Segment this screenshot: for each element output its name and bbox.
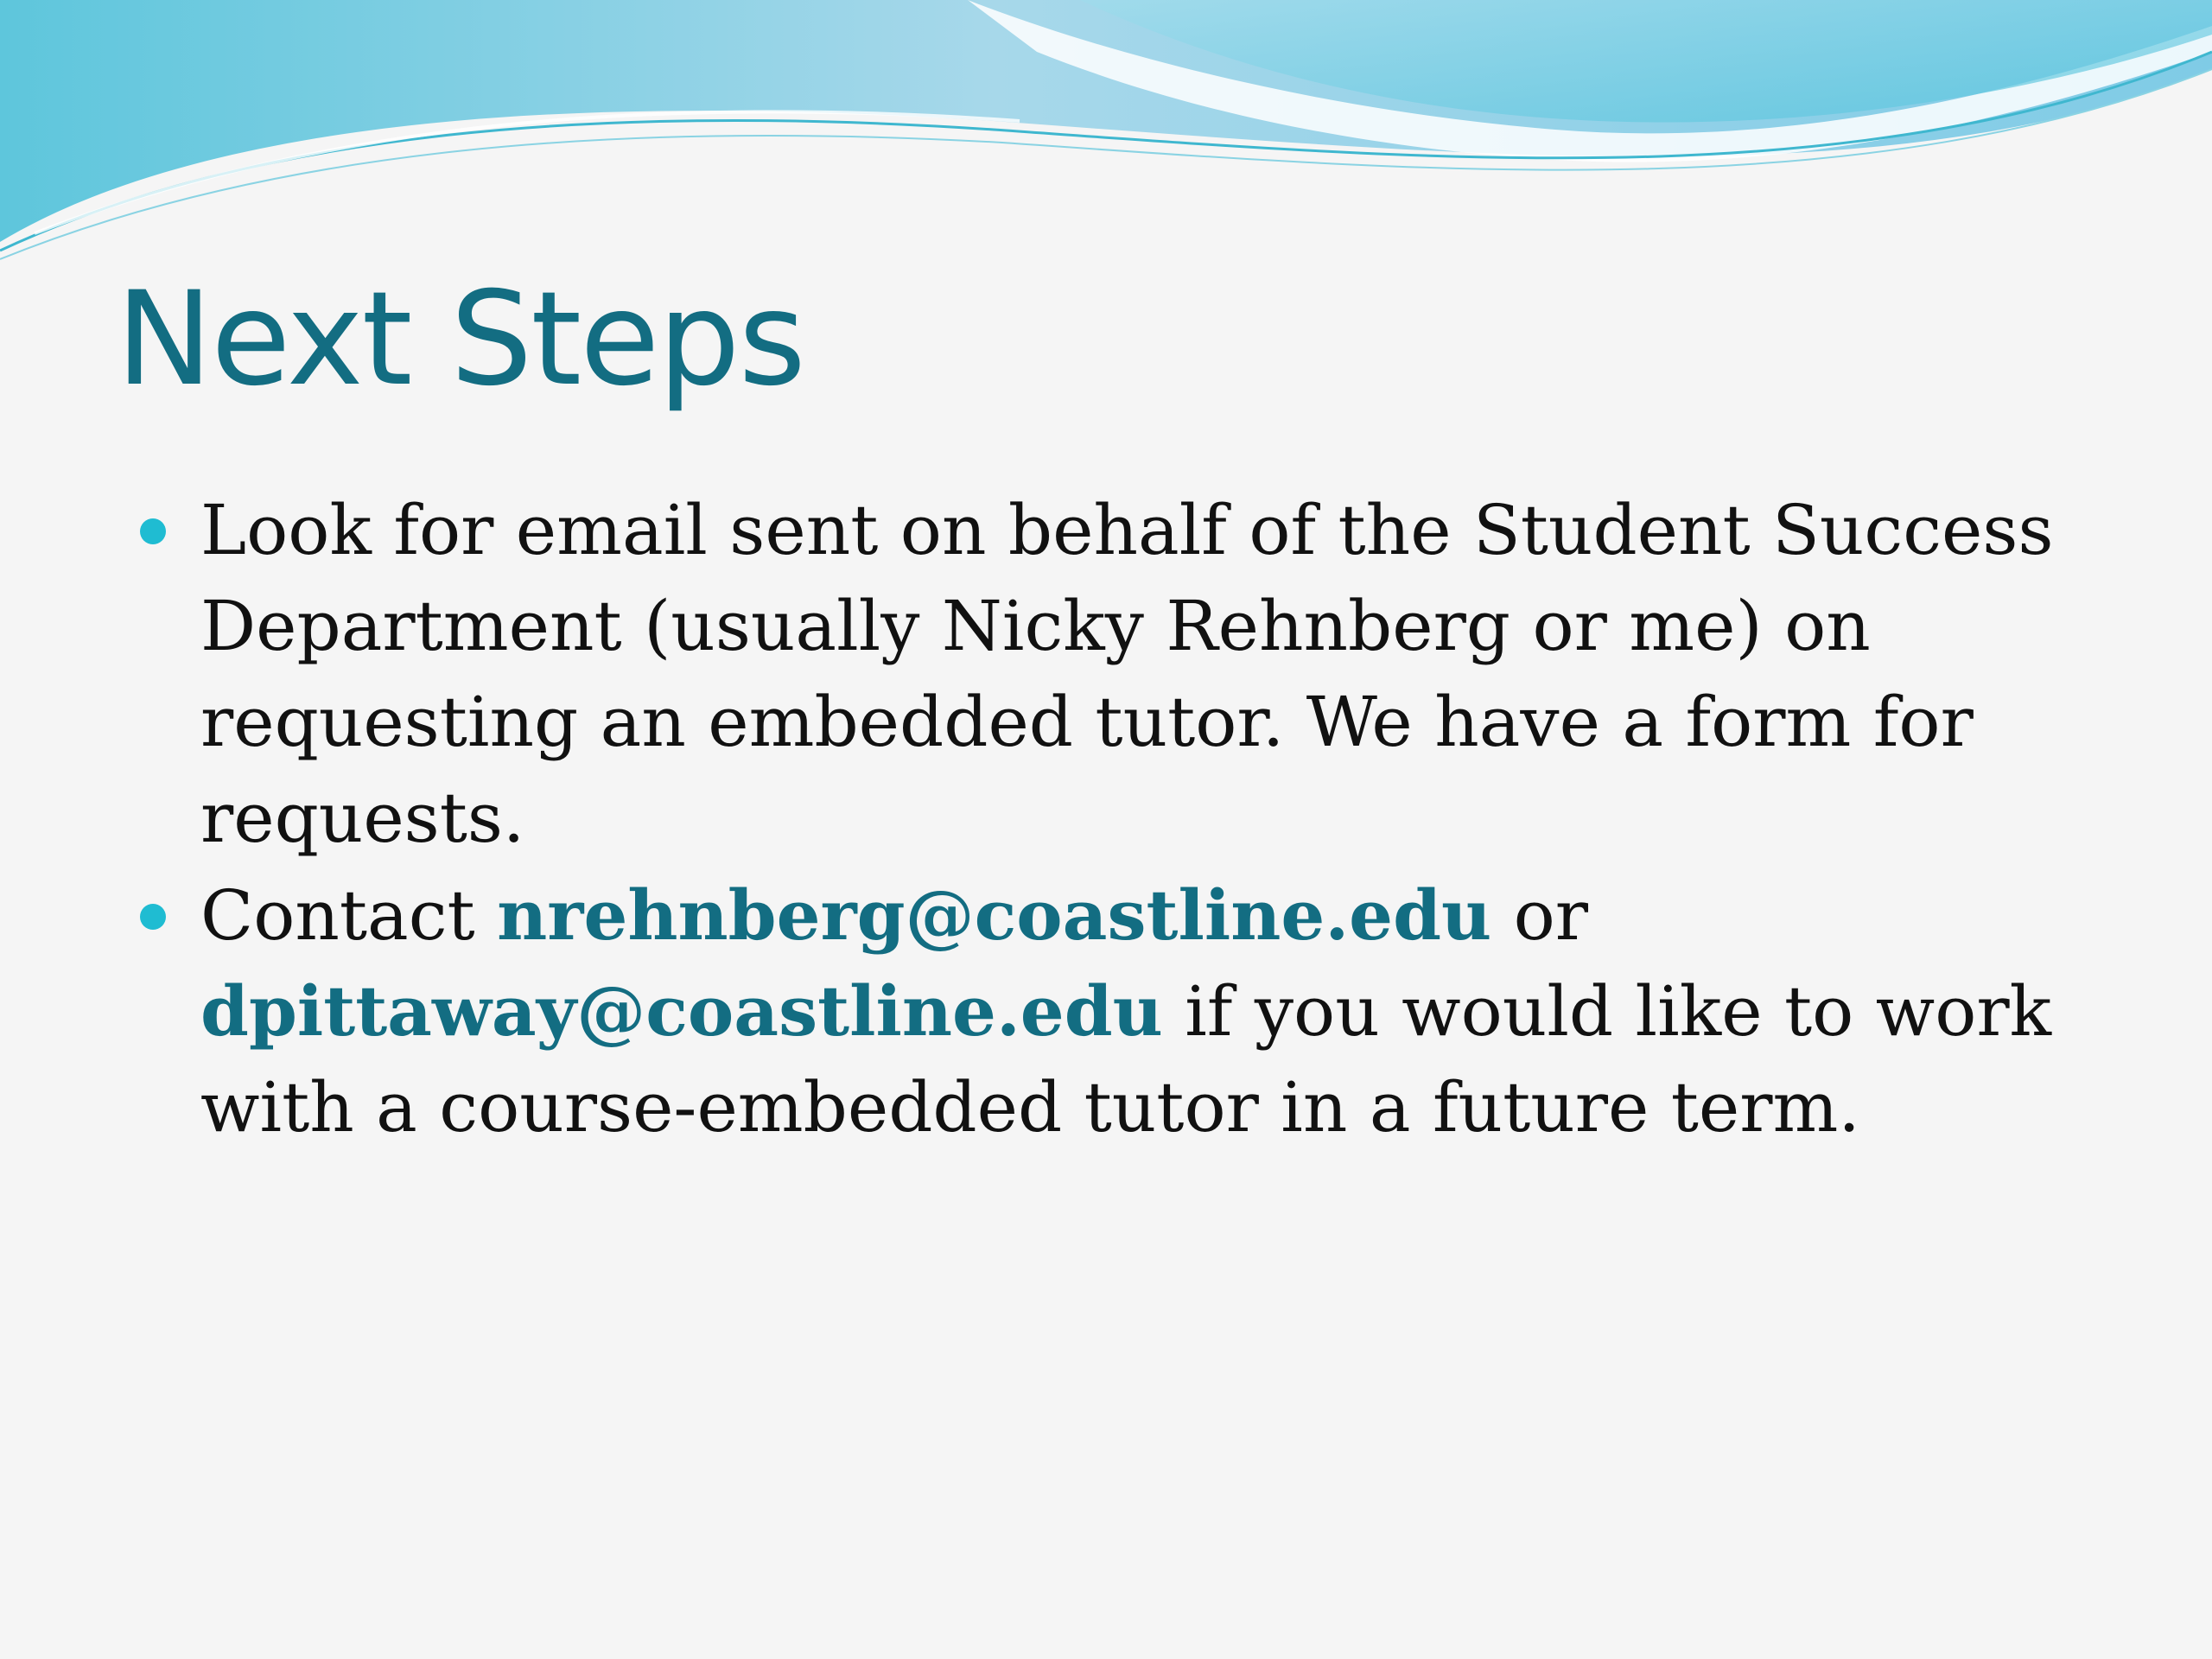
- email-link-nrehnberg[interactable]: nrehnberg@coastline.edu: [497, 874, 1492, 956]
- slide-title: Next Steps: [116, 264, 804, 415]
- bullet-suffix: if you would like to work with a course-embedded tutor in a future term.: [200, 971, 2052, 1147]
- bullet-text: Look for email sent on behalf of the Student Success Department (usually Nicky Rehnberg or me) on requesting an embedded tutor. We have a form for requests.: [200, 490, 2054, 858]
- bullet-dot-icon: [140, 904, 166, 930]
- bullet-item-contact: [130, 868, 2117, 1155]
- bullet-list: [130, 482, 2117, 1155]
- email-link-dpittaway[interactable]: dpittaway@coastline.edu: [200, 970, 1163, 1052]
- bullet-middle: or: [1491, 875, 1589, 956]
- bullet-item-request-email: [130, 482, 2117, 866]
- bullet-dot-icon: [140, 518, 166, 544]
- bullet-prefix: Contact: [200, 875, 498, 956]
- wave-header-decoration: [0, 0, 2212, 276]
